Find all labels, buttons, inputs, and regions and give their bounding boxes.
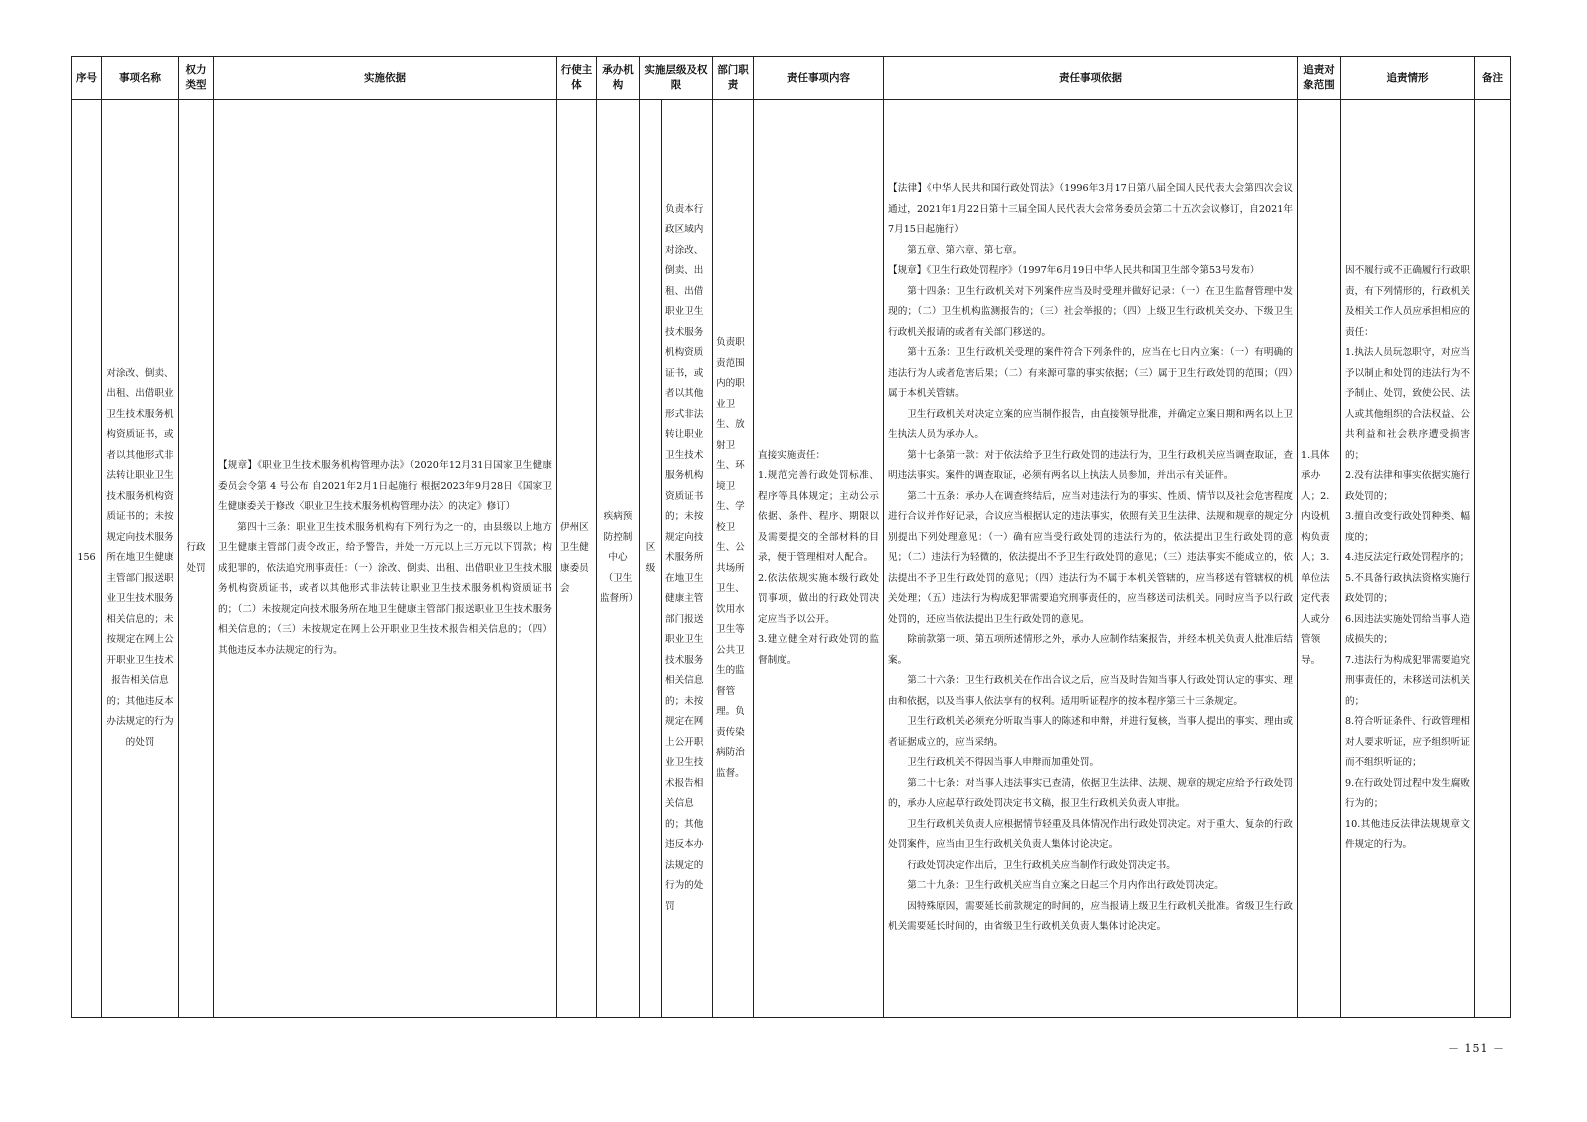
header-dept-duty: 部门职责: [713, 57, 754, 100]
basis-paragraph: 【规章】《职业卫生技术服务机构管理办法》（2020年12月31日国家卫生健康委员会令第 4 号公布 自2021年2月1日起施行 根据2023年9月28日《国家卫生健康委关于修改〈职业卫生技术服务机构管理办法〉的决定》修订）: [218, 460, 552, 512]
cell-resp-content: [754, 100, 884, 1018]
cell-subject: 伊州区卫生健康委员会: [557, 100, 597, 1018]
header-seq: 序号: [72, 57, 102, 100]
basis-paragraph: 第四十三条：职业卫生技术服务机构有下列行为之一的，由县级以上地方卫生健康主管部门责令改正，给予警告，并处一万元以上三万元以下罚款；构成犯罪的，依法追究刑事责任：（一）涂改、倒卖、出租、出借职业卫生技术服务机构资质证书，或者以其他形式非法转让职业卫生技术服务机构资质证书的；（二）未按规定向技术服务所在地卫生健康主管部门报送职业卫生技术服务相关信息的；（三）未按规定在网上公开职业卫生技术报告相关信息的；（四）其他违反本办法规定的行为。: [218, 521, 552, 656]
page-number: － 151 －: [1448, 1042, 1505, 1055]
cell-accountability-cases: [1341, 100, 1475, 1018]
accountability-case-item: 3.擅自改变行政处罚种类、幅度的；: [1345, 511, 1470, 543]
resp-basis-paragraph: 第十四条：卫生行政机关对下列案件应当及时受理并做好记录：（一）在卫生监督管理中发现的；（二）卫生机构监测报告的；（三）社会举报的；（四）上级卫生行政机关交办、下级卫生行政机关报请的或者有关部门移送的。: [888, 285, 1293, 338]
resp-basis-paragraph: 第二十五条：承办人在调查终结后，应当对违法行为的事实、性质、情节以及社会危害程度进行合议并作好记录，合议应当根据认定的违法事实，依照有关卫生法律、法规和规章的规定分别提出下列处理意见：（一）确有应当受行政处罚的违法行为的，依法提出卫生行政处罚的意见；（二）违法行为轻微的，依法提出不予卫生行政处罚的意见；（三）违法事实不能成立的，依法提出不予卫生行政处罚的意见；（四）违法行为不属于本机关管辖的，应当移送有管辖权的机关处理；（五）违法行为构成犯罪需要追究刑事责任的，应当移送司法机关。同时应当予以行政处罚的，还应当依法提出卫生行政处罚的意见。: [888, 490, 1293, 625]
resp-content-line: 1.规范完善行政处罚标准、程序等具体规定；主动公示依据、条件、程序、期限以及需要提交的全部材料的目录，便于管理相对人配合。: [758, 470, 879, 564]
cell-remarks: [1475, 100, 1511, 1018]
header-remarks: 备注: [1475, 57, 1511, 100]
resp-content-line: 直接实施责任：: [758, 449, 826, 461]
cell-resp-basis: [884, 100, 1298, 1018]
cell-item-name: 对涂改、倒卖、出租、出借职业卫生技术服务机构资质证书，或者以其他形式非法转让职业卫生技术服务机构资质证书的；未按规定向技术服务所在地卫生健康主管部门报送职业卫生技术服务相关信息的；未按规定在网上公开职业卫生技术报告相关信息的；其他违反本办法规定的行为的处罚: [102, 100, 179, 1018]
resp-basis-paragraph: 第二十七条：对当事人违法事实已查清，依据卫生法律、法规、规章的规定应给予行政处罚的，承办人应起草行政处罚决定书文稿，报卫生行政机关负责人审批。: [888, 777, 1293, 810]
cell-accountability-scope: 1.具体承办人；2.内设机构负责人；3.单位法定代表人或分管领导。: [1298, 100, 1341, 1018]
resp-basis-paragraph: 第二十九条：卫生行政机关应当自立案之日起三个月内作出行政处罚决定。: [907, 880, 1224, 892]
resp-basis-paragraph: 【法律】《中华人民共和国行政处罚法》（1996年3月17日第八届全国人民代表大会第四次会议通过，2021年1月22日第十三届全国人民代表大会常务委员会第二十五次会议修订，自2021年7月15日起施行）: [888, 183, 1293, 236]
cell-seq: 156: [72, 100, 102, 1018]
header-power-type: 权力类型: [179, 57, 214, 100]
resp-basis-paragraph: 除前款第一项、第五项所述情形之外，承办人应制作结案报告，并经本机关负责人批准后结案。: [888, 634, 1293, 666]
accountability-case-item: 10.其他违反法律法规规章文件规定的行为。: [1345, 818, 1470, 851]
header-subject: 行使主体: [557, 57, 597, 100]
accountability-case-item: 1.执法人员玩忽职守，对应当予以制止和处罚的违法行为不予制止、处罚，致使公民、法人或其他组织的合法权益、公共利益和社会秩序遭受损害的；: [1345, 347, 1470, 461]
accountability-case-item: 7.违法行为构成犯罪需要追究刑事责任的，未移送司法机关的；: [1345, 654, 1470, 707]
accountability-case-item: 5.不具备行政执法资格实施行政处罚的；: [1345, 572, 1470, 605]
header-basis: 实施依据: [214, 57, 557, 100]
authority-table: [71, 56, 1511, 1018]
cell-basis: [214, 100, 557, 1018]
resp-basis-paragraph: 【规章】《卫生行政处罚程序》（1997年6月19日中华人民共和国卫生部令第53号发布）: [888, 265, 1260, 277]
resp-content-line: 3.建立健全对行政处罚的监督制度。: [758, 634, 879, 666]
header-resp-basis: 责任事项依据: [884, 57, 1298, 100]
cell-level: 区级: [640, 100, 662, 1018]
cell-agency: 疾病预防控制中心（卫生监督所）: [597, 100, 640, 1018]
cell-level-scope: 负责本行政区域内对涂改、倒卖、出租、出借职业卫生技术服务机构资质证书，或者以其他形式非法转让职业卫生技术服务机构资质证书的；未按规定向技术服务所在地卫生健康主管部门报送职业卫生技术服务相关信息的；未按规定在网上公开职业卫生技术报告相关信息的；其他违反本办法规定的行为的处罚: [662, 100, 713, 1018]
header-agency: 承办机构: [597, 57, 640, 100]
cell-dept-duty: 负责职责范围内的职业卫生、放射卫生、环境卫生、学校卫生、公共场所卫生、饮用水卫生等公共卫生的监督管理。负责传染病防治监督。: [713, 100, 754, 1018]
resp-basis-paragraph: 行政处罚决定作出后，卫生行政机关应当制作行政处罚决定书。: [907, 859, 1176, 871]
header-accountability-scope: 追责对象范围: [1298, 57, 1341, 100]
resp-basis-paragraph: 第十七条第一款：对于依法给予卫生行政处罚的违法行为，卫生行政机关应当调查取证，查明违法事实。案件的调查取证，必须有两名以上执法人员参加，并出示有关证件。: [888, 449, 1293, 482]
header-level: 实施层级及权限: [640, 57, 713, 100]
header-item-name: 事项名称: [102, 57, 179, 100]
accountability-case-item: 9.在行政处罚过程中发生腐败行为的；: [1345, 777, 1470, 810]
resp-basis-paragraph: 卫生行政机关不得因当事人申辩而加重处罚。: [907, 757, 1100, 769]
header-accountability-cases: 追责情形: [1341, 57, 1475, 100]
header-resp-content: 责任事项内容: [754, 57, 884, 100]
accountability-case-item: 6.因违法实施处罚给当事人造成损失的；: [1345, 613, 1470, 646]
resp-basis-paragraph: 卫生行政机关必须充分听取当事人的陈述和申辩，并进行复核，当事人提出的事实、理由或者证据成立的，应当采纳。: [888, 716, 1293, 748]
header-row: [72, 57, 1511, 100]
resp-basis-paragraph: 第十五条：卫生行政机关受理的案件符合下列条件的，应当在七日内立案：（一）有明确的违法行为人或者危害后果；（二）有来源可靠的事实依据；（三）属于卫生行政处罚的范围；（四）属于本机关管辖。: [888, 347, 1293, 400]
resp-basis-paragraph: 卫生行政机关对决定立案的应当制作报告，由直接领导批准，并确定立案日期和两名以上卫生执法人员为承办人。: [888, 408, 1293, 441]
cell-power-type: 行政处罚: [179, 100, 214, 1018]
accountability-case-item: 因不履行或不正确履行行政职责，有下列情形的，行政机关及相关工作人员应承担相应的责任：: [1345, 265, 1470, 338]
resp-basis-paragraph: 卫生行政机关负责人应根据情节轻重及具体情况作出行政处罚决定。对于重大、复杂的行政处罚案件，应当由卫生行政机关负责人集体讨论决定。: [888, 818, 1293, 851]
resp-content-line: 2.依法依规实施本级行政处罚事项，做出的行政处罚决定应当予以公开。: [758, 572, 879, 625]
resp-basis-paragraph: 第二十六条：卫生行政机关在作出合议之后，应当及时告知当事人行政处罚认定的事实、理由和依据，以及当事人依法享有的权利。适用听证程序的按本程序第三十三条规定。: [888, 675, 1293, 707]
resp-basis-paragraph: 第五章、第六章、第七章。: [907, 244, 1023, 256]
accountability-case-item: 2.没有法律和事实依据实施行政处罚的；: [1345, 470, 1470, 502]
accountability-case-item: 4.违反法定行政处罚程序的；: [1345, 552, 1470, 564]
table-row: [72, 100, 1511, 1018]
accountability-case-item: 8.符合听证条件、行政管理相对人要求听证，应予组织听证而不组织听证的；: [1345, 716, 1470, 769]
resp-basis-paragraph: 因特殊原因，需要延长前款规定的时间的，应当报请上级卫生行政机关批准。省级卫生行政机关需要延长时间的，由省级卫生行政机关负责人集体讨论决定。: [888, 900, 1293, 933]
